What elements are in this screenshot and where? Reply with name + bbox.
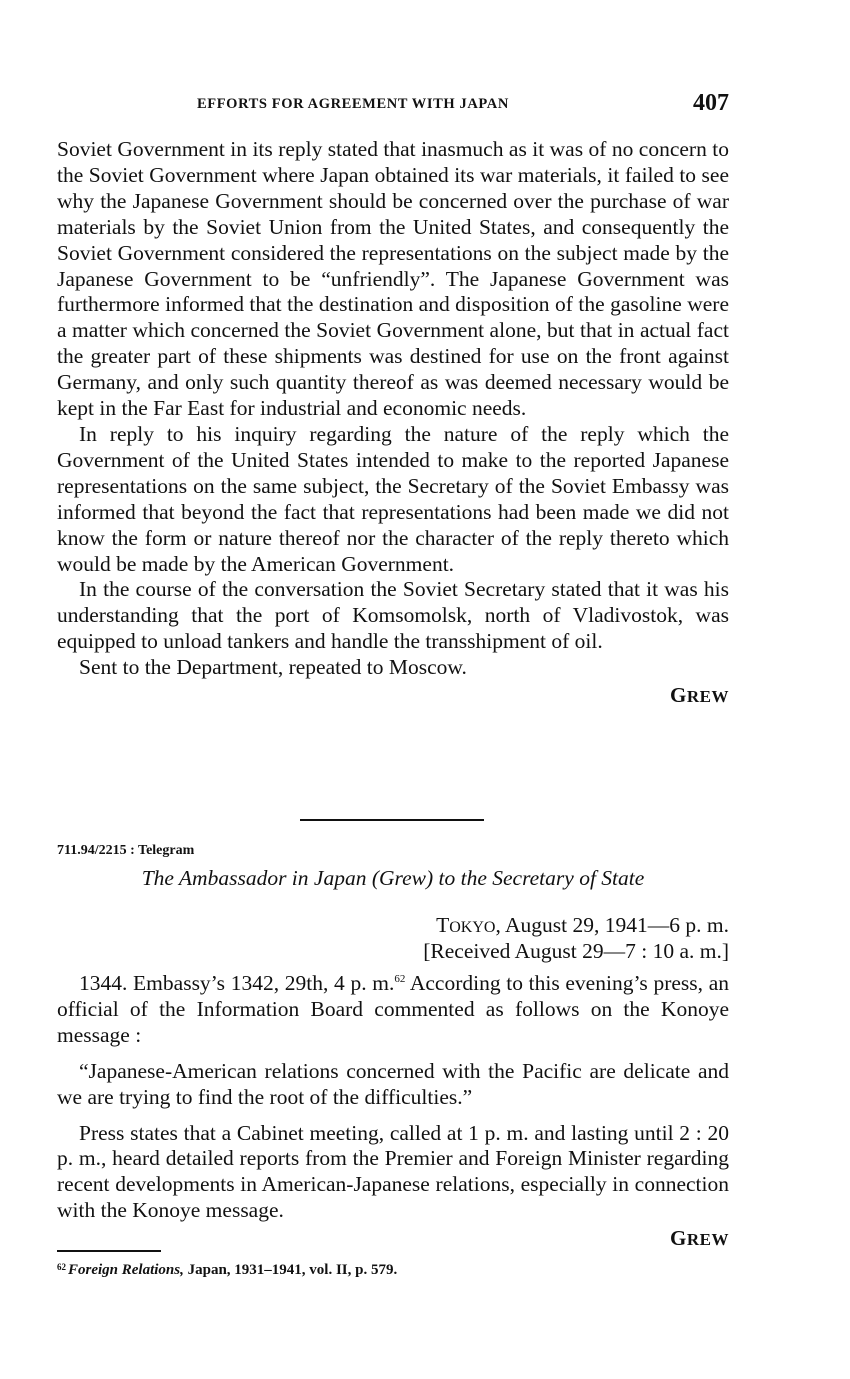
- paragraph: In reply to his inquiry regarding the nature of the reply which the Government of the United States intended to make to the reported Japanese representations on the same subject, the Secretary of the Soviet Embassy was informed that beyond the fact that representations had been made we did not know the form or nature thereof nor the character of the reply thereto which would be made by the American Government.: [57, 421, 729, 576]
- section-divider: [300, 819, 484, 821]
- paragraph: Soviet Government in its reply stated that inasmuch as it was of no concern to the Soviet Government where Japan obtained its war materials, it failed to see why the Japanese Government should be concerned over the purchase of war materials by the Soviet Union from the United States, and consequently the Soviet Government considered the representations on the subject made by the Japanese Government to be “unfriendly”. The Japanese Government was furthermore informed that the destination and disposition of the gasoline were a matter which concerned the Soviet Government alone, but that in actual fact the greater part of these shipments was destined for use on the front against Germany, and only such quantity thereof as was deemed necessary would be kept in the Far East for industrial and economic needs.: [57, 137, 729, 421]
- page-number: 407: [693, 90, 729, 116]
- footnote-ref: 62: [394, 972, 406, 985]
- running-head: [57, 90, 729, 120]
- paragraph: 1344. Embassy’s 1342, 29th, 4 p. m.$^{62}$ According to this evening’s press, an official of the Information Board commented as follows on the Konoye message :: [57, 971, 729, 1047]
- telegram-body: [57, 971, 729, 1251]
- document-title: The Ambassador in Japan (Grew) to the Secretary of State: [141, 866, 645, 890]
- file-reference: 711.94/2215 : Telegram: [57, 843, 195, 858]
- running-title: EFFORTS FOR AGREEMENT WITH JAPAN: [197, 96, 509, 112]
- dateline: TOKYO, August 29, 1941—6 p. m.: [436, 913, 729, 937]
- letter-body: [57, 137, 729, 708]
- paragraph: In the course of the conversation the Soviet Secretary stated that it was his understanding that the port of Komsomolsk, north of Vladivostok, was equipped to unload tankers and handle the transshipment of oil.: [57, 577, 729, 654]
- footnote: $^{62}$ Foreign Relations, Japan, 1931–1941, vol. II, p. 579.: [57, 1262, 398, 1278]
- footnote-rule: [57, 1250, 161, 1252]
- signature: GREW: [670, 1226, 729, 1251]
- signature: GREW: [670, 683, 729, 708]
- received-line: [Received August 29—7 : 10 a. m.]: [423, 939, 729, 963]
- paragraph: Sent to the Department, repeated to Moscow.: [79, 655, 467, 680]
- quoted-statement: “Japanese-American relations concerned with the Pacific are delicate and we are trying to find the root of the difficulties.”: [57, 1058, 729, 1109]
- paragraph: Press states that a Cabinet meeting, called at 1 p. m. and lasting until 2 : 20 p. m., heard detailed reports from the Premier and Foreign Minister regarding recent developments in American-Japanese relations, especially in connection with the Konoye message.: [57, 1120, 729, 1223]
